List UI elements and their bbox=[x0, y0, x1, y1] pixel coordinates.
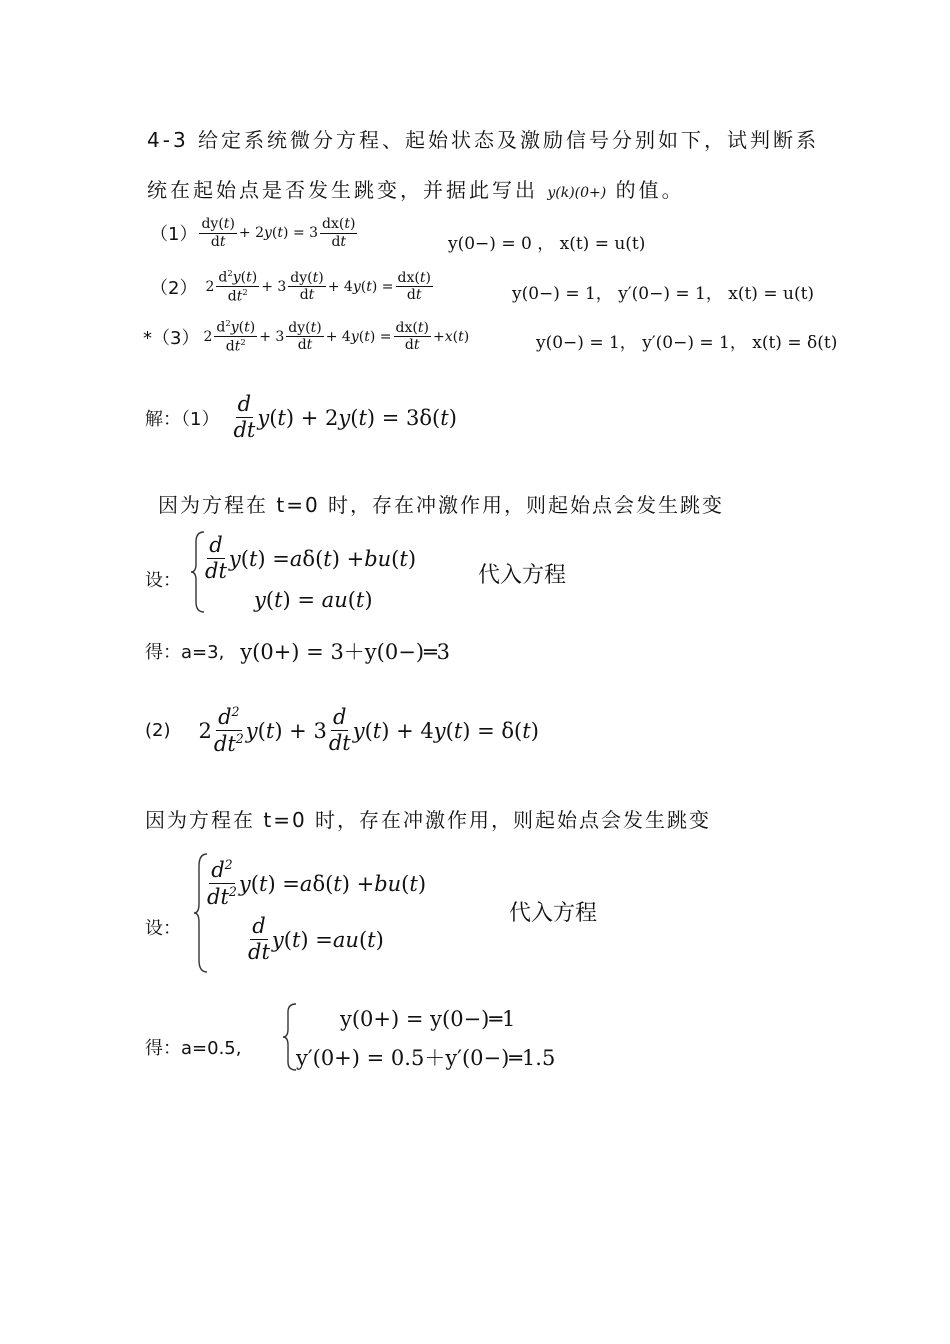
item-3-label: *（3） bbox=[143, 327, 200, 349]
result-1 bbox=[145, 636, 450, 666]
set-2-eq2: $\frac{d}{dt}$ y ( t ) = au ( t ) bbox=[248, 914, 384, 965]
set-label-2 bbox=[145, 914, 181, 940]
problem-line2-symbol: y(k)(0+) bbox=[547, 185, 607, 201]
item-3-equation: 2 $\frac{d^2y(t)}{dt^2}$ + 3 $\frac{dy(t)}{dt}$ + 4 y ( t ) = $\frac{dx(t)}{dt}$ + x ( t ) bbox=[203, 318, 470, 356]
part-2-label: (2) bbox=[145, 720, 171, 742]
item-1-conditions: y(0−) = 0 ， x(t) = u(t) bbox=[448, 234, 646, 254]
set-label-text-2: 设： bbox=[145, 918, 181, 939]
result-1-equation: y(0+) = 3＋y(0−)═3 bbox=[240, 640, 451, 664]
solution-1-equation: $\frac{d}{dt}$ y ( t ) + 2 y ( t ) = 3δ( t ) bbox=[233, 392, 457, 443]
set-1-eq1: $\frac{d}{dt}$ y ( t ) = a δ( t ) + bu ( t ) bbox=[205, 533, 417, 584]
result-2-label-wrap bbox=[145, 1034, 241, 1060]
item-2-equation: 2 $\frac{d^2y(t)}{dt^2}$ + 3 $\frac{dy(t)}{dt}$ + 4 y ( t ) = $\frac{dx(t)}{dt}$ bbox=[205, 268, 431, 306]
result-2-label: 得：a=0.5, bbox=[145, 1038, 242, 1059]
set-label-1 bbox=[145, 566, 181, 592]
set-2-eq1: $\frac{d^2}{dt^2}$ y ( t ) = a δ( t ) + bu ( t ) bbox=[207, 857, 427, 910]
problem-line2-post: 的值。 bbox=[615, 178, 685, 202]
solution-2 bbox=[145, 704, 539, 757]
item-2-conditions: y(0−) = 1， y′(0−) = 1， x(t) = u(t) bbox=[512, 284, 815, 304]
substitute-note-1: 代入方程 bbox=[478, 563, 567, 588]
solution-note-1: 因为方程在 t=0 时，存在冲激作用，则起始点会发生跳变 bbox=[158, 493, 725, 517]
result-2-eq1: y(0+) = y(0−)═1 bbox=[340, 1007, 516, 1031]
set-label-text-1: 设： bbox=[145, 570, 181, 591]
item-2-label: （2） bbox=[150, 277, 198, 299]
solution-2-equation: 2 $\frac{d^2}{dt^2}$ y ( t ) + 3 $\frac{d}{dt}$ y ( t ) + 4 y ( t ) = δ( t ) bbox=[198, 704, 539, 757]
result-1-label: 得：a=3, bbox=[145, 642, 225, 663]
item-1-equation: $\frac{dy(t)}{dt}$ + 2 y ( t ) = 3 $\frac{dx(t)}{dt}$ bbox=[201, 216, 356, 250]
problem-line2-pre: 统在起始点是否发生跳变，并据此写出 bbox=[147, 178, 538, 202]
item-3-conditions: y(0−) = 1， y′(0−) = 1， x(t) = δ(t) bbox=[536, 333, 838, 353]
result-2-eq2: y′(0+) = 0.5＋y′(0−)═1.5 bbox=[296, 1046, 556, 1070]
problem-line2 bbox=[147, 174, 685, 203]
item-2 bbox=[150, 268, 435, 306]
substitute-note-2: 代入方程 bbox=[509, 901, 598, 926]
item-1 bbox=[150, 216, 359, 251]
item-1-label: （1） bbox=[150, 224, 198, 246]
item-3 bbox=[143, 318, 469, 356]
solution-1 bbox=[145, 392, 457, 443]
set-1-eq2: y(t) = au(t) bbox=[254, 588, 373, 612]
solution-note-2: 因为方程在 t=0 时，存在冲激作用，则起始点会发生跳变 bbox=[145, 808, 712, 832]
solution-label: 解：（1） bbox=[145, 408, 220, 430]
problem-line1: 4-3 给定系统微分方程、起始状态及激励信号分别如下，试判断系 bbox=[147, 128, 820, 152]
